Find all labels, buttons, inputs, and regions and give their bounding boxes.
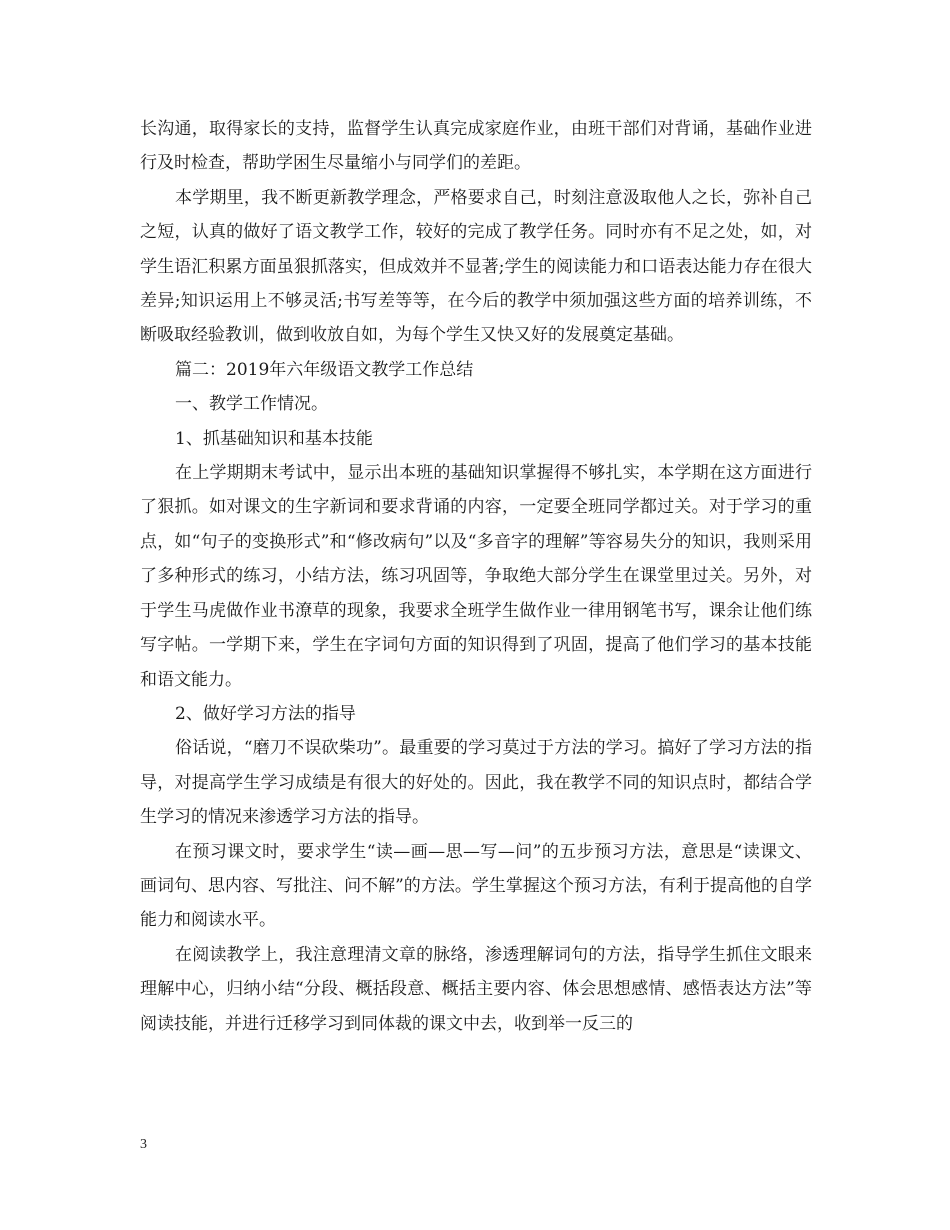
- paragraph-learning-methods: 俗话说，“磨刀不误砍柴功”。最重要的学习莫过于方法的学习。搞好了学习方法的指导，对提高学生学习成绩是有很大的好处的。因此，我在教学不同的知识点时，都结合学生学习的情况来渗透学习方法的指导。: [140, 738, 812, 828]
- section-title: 篇二：2019年六年级语文教学工作总结: [175, 359, 474, 380]
- heading-teaching-work: 一、教学工作情况。: [175, 394, 328, 415]
- paragraph-reading-teaching: 在阅读教学上，我注意理清文章的脉络，渗透理解词句的方法，指导学生抓住文眼来理解中心，归纳小结“分段、概括段意、概括主要内容、体会思想感情、感悟表达方法”等阅读技能，并进行迁移学习到同体裁的课文中去，收到举一反三的: [140, 944, 812, 1034]
- paragraph-1: 长沟通，取得家长的支持，监督学生认真完成家庭作业，由班干部们对背诵，基础作业进行及时检查，帮助学困生尽量缩小与同学们的差距。: [140, 119, 812, 174]
- subheading-basic-skills: 1、抓基础知识和基本技能: [175, 428, 373, 449]
- paragraph-2: 本学期里，我不断更新教学理念，严格要求自己，时刻注意汲取他人之长，弥补自己之短，认真的做好了语文教学工作，较好的完成了教学任务。同时亦有不足之处，如，对学生语汇积累方面虽狠抓落实，但成效并不显著;学生的阅读能力和口语表达能力存在很大差异;知识运用上不够灵活;书写差等等，在今后的教学中须加强这些方面的培养训练，不断吸取经验教训，做到收放自如，为每个学生又快又好的发展奠定基础。: [140, 187, 812, 346]
- page-number: 3: [140, 1137, 147, 1152]
- subheading-learning-methods: 2、做好学习方法的指导: [175, 703, 356, 724]
- document-body: [140, 112, 812, 1041]
- paragraph-basic-skills: 在上学期期末考试中，显示出本班的基础知识掌握得不够扎实，本学期在这方面进行了狠抓。如对课文的生字新词和要求背诵的内容，一定要全班同学都过关。对于学习的重点，如“句子的变换形式”和“修改病句”以及“多音字的理解”等容易失分的知识，我则采用了多种形式的练习，小结方法，练习巩固等，争取绝大部分学生在课堂里过关。另外，对于学生马虎做作业书潦草的现象，我要求全班学生做作业一律用钢笔书写，课余让他们练写字帖。一学期下来，学生在字词句方面的知识得到了巩固，提高了他们学习的基本技能和语文能力。: [140, 463, 812, 690]
- paragraph-preview-method: 在预习课文时，要求学生“读—画—思—写—问”的五步预习方法，意思是“读课文、画词句、思内容、写批注、问不解”的方法。学生掌握这个预习方法，有利于提高他的自学能力和阅读水平。: [140, 841, 812, 931]
